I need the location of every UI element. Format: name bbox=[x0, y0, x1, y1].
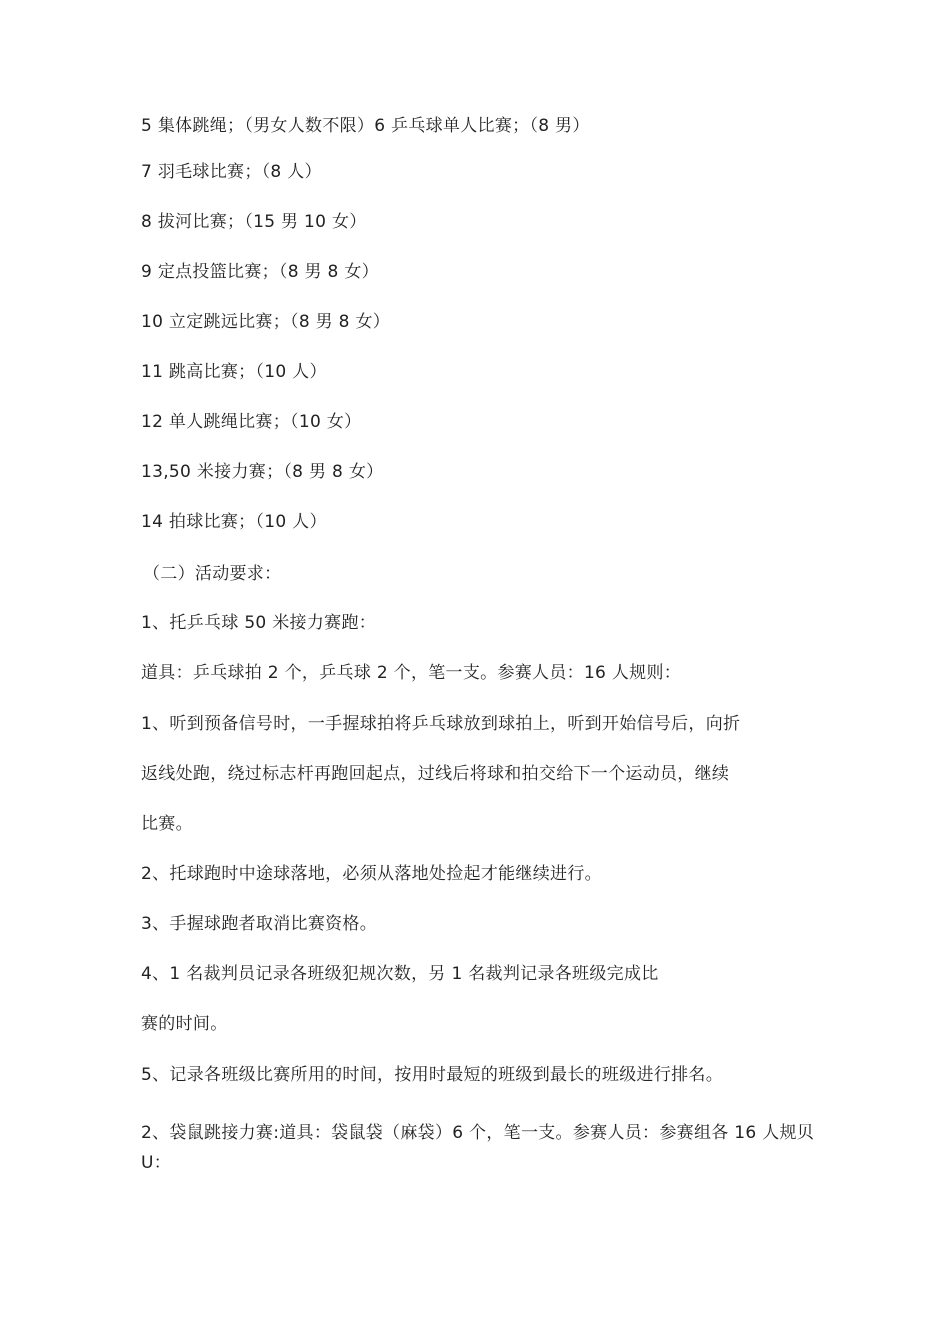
paragraph-kangaroo-relay: 2、袋鼠跳接力赛:道具：袋鼠袋（麻袋）6 个，笔一支。参赛人员：参赛组各 16 人规贝 U： bbox=[141, 1123, 815, 1173]
text-line-event-9: 9 定点投篮比赛；（8 男 8 女） bbox=[141, 262, 379, 282]
rule-1-line-3: 比赛。 bbox=[141, 814, 193, 834]
text-line-event-8: 8 拔河比赛；（15 男 10 女） bbox=[141, 212, 367, 232]
rule-4-line-1: 4、1 名裁判员记录各班级犯规次数，另 1 名裁判记录各班级完成比 bbox=[141, 964, 659, 984]
rule-1-line-2: 返线处跑，绕过标志杆再跑回起点，过线后将球和拍交给下一个运动员，继续 bbox=[141, 764, 730, 784]
text-line-props: 道具：乒乓球拍 2 个，乒乓球 2 个，笔一支。参赛人员：16 人规则： bbox=[141, 663, 682, 683]
text-line-event-12: 12 单人跳绳比赛；（10 女） bbox=[141, 412, 362, 432]
text-line-event-7: 7 羽毛球比赛；（8 人） bbox=[141, 162, 322, 182]
text-line-events-5-6: 5 集体跳绳；（男女人数不限）6 乒乓球单人比赛；（8 男） bbox=[141, 116, 590, 136]
text-line-event-10: 10 立定跳远比赛；（8 男 8 女） bbox=[141, 312, 391, 332]
rule-3: 3、手握球跑者取消比赛资格。 bbox=[141, 914, 378, 934]
rule-2: 2、托球跑时中途球落地，必须从落地处捡起才能继续进行。 bbox=[141, 864, 602, 884]
section-heading-requirements: （二）活动要求： bbox=[143, 564, 282, 584]
text-line-event-13: 13,50 米接力赛；（8 男 8 女） bbox=[141, 462, 384, 482]
rule-5: 5、记录各班级比赛所用的时间，按用时最短的班级到最长的班级进行排名。 bbox=[141, 1065, 724, 1085]
subheading-pingpong-relay: 1、托乒乓球 50 米接力赛跑： bbox=[141, 613, 377, 633]
rule-1-line-1: 1、听到预备信号时，一手握球拍将乒乓球放到球拍上，听到开始信号后，向折 bbox=[141, 714, 741, 734]
rule-4-line-2: 赛的时间。 bbox=[141, 1014, 228, 1034]
text-line-event-11: 11 跳高比赛；（10 人） bbox=[141, 362, 327, 382]
text-line-event-14: 14 拍球比赛；（10 人） bbox=[141, 512, 327, 532]
